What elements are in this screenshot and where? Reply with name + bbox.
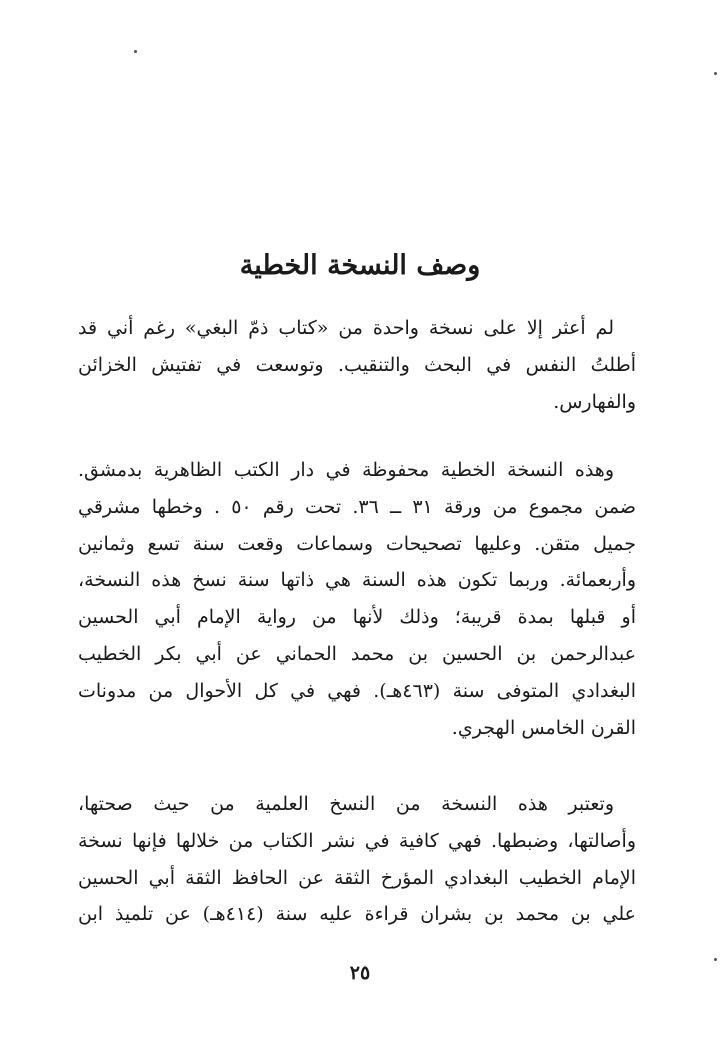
scan-speck (134, 50, 137, 53)
text-line: وأربعمائة. وربما تكون هذه السنة هي ذاتها سنة نسخ هذه النسخة، (78, 569, 636, 592)
text-line: والفهارس. (553, 390, 636, 413)
text-line: وهذه النسخة الخطية محفوظة في دار الكتب الظاهرية بدمشق. (78, 459, 614, 481)
text-line: القرن الخامس الهجري. (451, 716, 636, 739)
text-line: جميل متقن. وعليها تصحيحات وسماعات وقعت سنة تسع وثمانين (78, 532, 636, 555)
text-line: وتعتبر هذه النسخة من النسخ العلمية من حيث صحتها، (78, 793, 614, 815)
text-line: علي بن محمد بن بشران قراءة عليه سنة (٤١٤هـ) عن تلميذ ابن (78, 903, 636, 926)
paragraph (78, 452, 636, 746)
text-line: لم أعثر إلا على نسخة واحدة من «كتاب ذمّ البغي» رغم أني قد (78, 317, 614, 339)
text-line: أطلتُ النفس في البحث والتنقيب. وتوسعت في تفتيش الخزائن (78, 353, 636, 376)
scan-speck (714, 72, 717, 75)
text-line: ضمن مجموع من ورقة ٣١ ــ ٣٦. تحت رقم ٥٠ . وخطها مشرقي (78, 495, 636, 518)
text-line: الإمام الخطيب البغدادي المؤرخ الثقة عن الحافظ الثقة أبي الحسين (78, 866, 636, 889)
text-line: البغدادي المتوفى سنة (٤٦٣هـ). فهي في كل الأحوال من مدونات (78, 679, 636, 702)
scan-speck (714, 958, 717, 961)
section-heading: وصف النسخة الخطية (239, 250, 481, 281)
text-line: عبدالرحمن بن الحسين بن محمد الحماني عن أبي بكر الخطيب (78, 642, 636, 665)
text-line: وأصالتها، وضبطها. فهي كافية في نشر الكتاب من خلالها فإنها نسخة (78, 829, 636, 852)
paragraph (78, 310, 636, 420)
page-number: ٢٥ (349, 962, 371, 984)
paragraph (78, 786, 636, 933)
text-line: أو قبلها بمدة قريبة؛ وذلك لأنها من رواية الإمام أبي الحسين (78, 606, 636, 629)
